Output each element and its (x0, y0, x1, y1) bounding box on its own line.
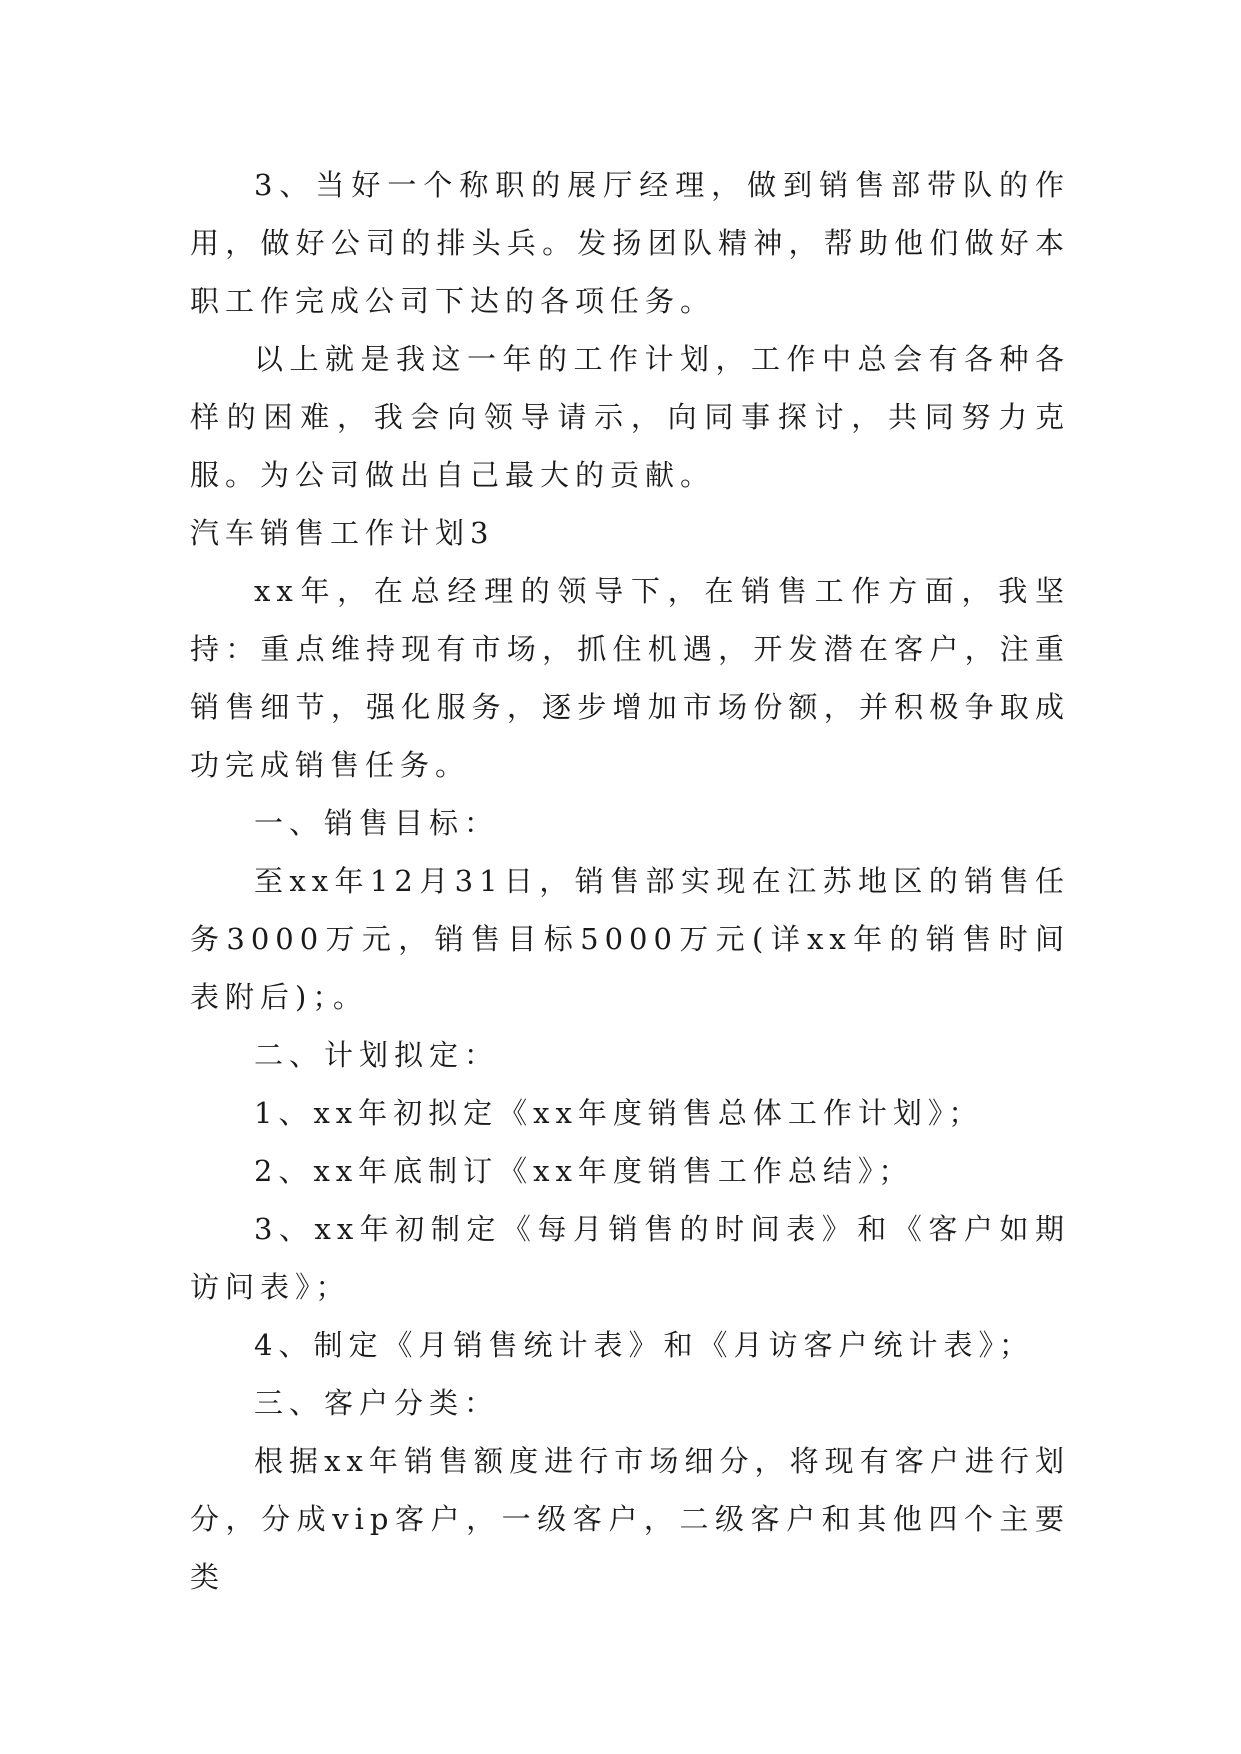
paragraph-sales-target: 至xx年12月31日，销售部实现在江苏地区的销售任务3000万元，销售目标5000万元(详xx年的销售时间表附后)；。 (190, 864, 1070, 1014)
document-body (190, 156, 1070, 1606)
heading-customer-classification: 三、客户分类： (254, 1386, 500, 1420)
heading-plan-drafting: 二、计划拟定： (254, 1038, 500, 1072)
section-title: 汽车销售工作计划3 (190, 516, 495, 550)
list-item-plan-2: 2、xx年底制订《xx年度销售工作总结》； (254, 1154, 914, 1188)
heading-sales-target: 一、销售目标： (254, 806, 500, 840)
paragraph-year-plan-summary: 以上就是我这一年的工作计划，工作中总会有各种各样的困难，我会向领导请示，向同事探讨，共同努力克服。为公司做出自己最大的贡献。 (190, 342, 1070, 492)
list-item-plan-3: 3、xx年初制定《每月销售的时间表》和《客户如期访问表》； (190, 1212, 1070, 1304)
paragraph-intro: xx年，在总经理的领导下，在销售工作方面，我坚持：重点维持现有市场，抓住机遇，开发潜在客户，注重销售细节，强化服务，逐步增加市场份额，并积极争取成功完成销售任务。 (190, 574, 1070, 782)
paragraph-customer-classification: 根据xx年销售额度进行市场细分，将现有客户进行划分，分成vip客户，一级客户，二级客户和其他四个主要类 (190, 1444, 1070, 1594)
list-item-plan-1: 1、xx年初拟定《xx年度销售总体工作计划》； (254, 1096, 984, 1130)
paragraph-showroom-manager: 3、当好一个称职的展厅经理，做到销售部带队的作用，做好公司的排头兵。发扬团队精神，帮助他们做好本职工作完成公司下达的各项任务。 (190, 168, 1070, 318)
list-item-plan-4: 4、制定《月销售统计表》和《月访客户统计表》； (254, 1328, 1034, 1362)
